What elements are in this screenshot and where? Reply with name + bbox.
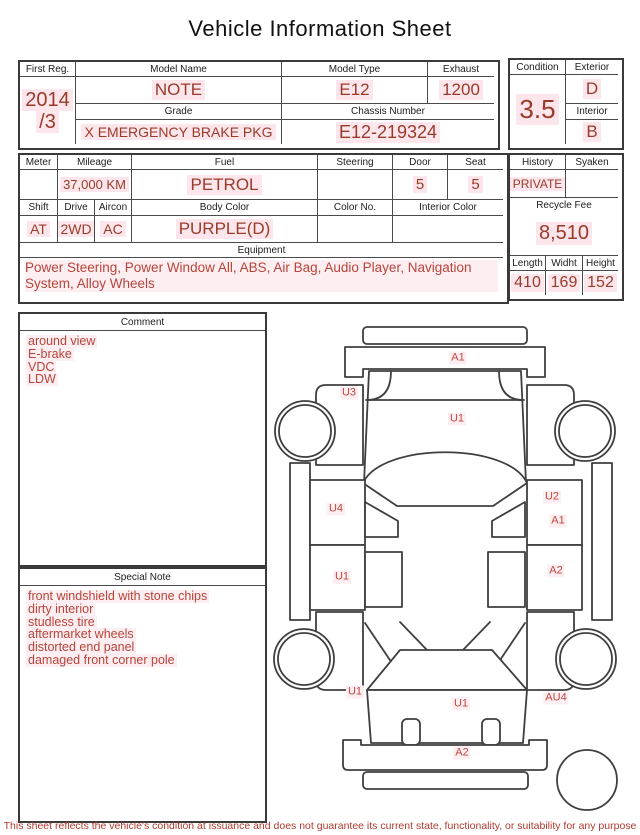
comment-header: Comment xyxy=(20,314,265,331)
model-type-value: E12 xyxy=(282,77,428,104)
first-reg-month: /3 xyxy=(36,111,59,133)
damage-code-label: U1 xyxy=(334,570,350,583)
interior-value: B xyxy=(566,120,618,144)
aircon-header: Aircon xyxy=(95,200,132,216)
length-header: Length xyxy=(510,256,546,271)
condition-value: 3.5 xyxy=(510,75,566,144)
syaken-value xyxy=(566,170,618,198)
exhaust-header: Exhaust xyxy=(428,62,494,77)
special-note-header: Special Note xyxy=(20,569,265,586)
damage-code-label: U4 xyxy=(328,502,344,515)
mileage-header: Mileage xyxy=(58,155,132,170)
syaken-header: Syaken xyxy=(566,155,618,170)
comment-items xyxy=(20,331,265,390)
exhaust-value: 1200 xyxy=(428,77,494,104)
damage-code-label: A1 xyxy=(551,514,565,527)
seat-header: Seat xyxy=(448,155,503,170)
body-color-value: PURPLE(D) xyxy=(132,216,318,243)
list-item: LDW xyxy=(28,372,56,387)
seat-value: 5 xyxy=(448,170,503,200)
page-title: Vehicle Information Sheet xyxy=(188,16,452,41)
door-value: 5 xyxy=(393,170,448,200)
list-item: dirty interior xyxy=(28,601,94,616)
left-b-pillar xyxy=(365,502,398,537)
rear-hatch-lower xyxy=(367,690,527,743)
height-value: 152 xyxy=(583,271,618,295)
mileage-value: 37,000 KM xyxy=(58,170,132,200)
aircon-value: AC xyxy=(95,216,132,243)
recycle-fee-header: Recycle Fee xyxy=(536,199,592,211)
chassis-number-value: E12-219324 xyxy=(282,120,494,144)
interior-color-value xyxy=(393,216,503,243)
shift-value: AT xyxy=(20,216,58,243)
damage-code-label: U1 xyxy=(347,685,363,698)
interior-color-header: Interior Color xyxy=(393,200,503,216)
spare-tire xyxy=(557,750,617,810)
fuel-header: Fuel xyxy=(132,155,318,170)
grade-value: X EMERGENCY BRAKE PKG xyxy=(76,120,282,144)
equipment-value: Power Steering, Power Window All, ABS, Air Bag, Audio Player, Navigation System, Alloy Wheels xyxy=(20,258,503,298)
disclaimer-text: This sheet reflects the vehicle's condition at issuance and does not guarantee its current state, functionality, or suitability for any purpose xyxy=(3,820,637,832)
interior-header: Interior xyxy=(566,104,618,120)
left-inner-panel xyxy=(365,552,402,607)
damage-code-label: A1 xyxy=(451,351,465,364)
exterior-header: Exterior xyxy=(566,60,618,75)
special-note-items xyxy=(20,586,265,671)
damage-code-label: A2 xyxy=(455,746,469,759)
steering-header: Steering xyxy=(318,155,393,170)
model-type-header: Model Type xyxy=(282,62,428,77)
list-item: studless tire xyxy=(28,614,95,629)
recycle-fee-value: 8,510 xyxy=(510,212,618,256)
drive-value: 2WD xyxy=(58,216,95,243)
list-item: E-brake xyxy=(28,346,72,361)
list-item: front windshield with stone chips xyxy=(28,589,208,603)
right-rocker-rail xyxy=(592,463,612,620)
width-value: 169 xyxy=(546,271,583,295)
rear-lower-strip xyxy=(363,772,528,789)
exterior-value: D xyxy=(566,75,618,104)
table-details xyxy=(18,153,509,304)
width-header: Widht xyxy=(546,256,583,271)
grade-header: Grade xyxy=(76,104,282,120)
right-b-pillar xyxy=(492,502,525,537)
damage-code-label: AU4 xyxy=(545,691,567,704)
shift-header: Shift xyxy=(20,200,58,216)
door-header: Door xyxy=(393,155,448,170)
panel-condition xyxy=(508,58,624,150)
front-right-wheel-inner xyxy=(559,405,611,457)
rear-right-door xyxy=(527,545,582,610)
list-item: around view xyxy=(28,334,96,348)
damage-code-label: U3 xyxy=(341,386,357,399)
equipment-header: Equipment xyxy=(20,243,503,258)
table-registration xyxy=(18,60,500,150)
left-rocker-rail xyxy=(290,463,310,620)
fuel-value: PETROL xyxy=(132,170,318,200)
panel-history xyxy=(508,153,624,301)
car-top-view-drawing xyxy=(270,315,640,815)
damage-code-label: U2 xyxy=(544,490,560,503)
list-item: aftermarket wheels xyxy=(28,627,134,642)
history-value: PRIVATE xyxy=(510,170,566,198)
damage-code-label: A2 xyxy=(549,564,563,577)
list-item: damaged front corner pole xyxy=(28,652,175,667)
rear-right-wheel-inner xyxy=(560,633,612,685)
front-grille-strip xyxy=(363,327,527,344)
front-left-wheel-inner xyxy=(279,405,331,457)
damage-code-label: U1 xyxy=(453,697,469,710)
comment-box xyxy=(18,312,267,567)
condition-header: Condition xyxy=(510,60,566,75)
damage-code-label: U1 xyxy=(449,412,465,425)
first-reg-value xyxy=(20,77,76,144)
first-reg-year: 2014 xyxy=(22,89,73,111)
list-item: distorted end panel xyxy=(28,640,135,655)
meter-value xyxy=(20,170,58,200)
meter-header: Meter xyxy=(20,155,58,170)
right-inner-panel xyxy=(488,552,525,607)
chassis-number-header: Chassis Number xyxy=(282,104,494,120)
height-header: Height xyxy=(583,256,618,271)
first-reg-header: First Reg. xyxy=(20,62,76,77)
special-note-box xyxy=(18,567,267,823)
length-value: 410 xyxy=(510,271,546,295)
rear-hatch-tab-left xyxy=(402,719,420,745)
model-name-value: NOTE xyxy=(76,77,282,104)
color-no-value xyxy=(318,216,393,243)
rear-hatch-tab-right xyxy=(482,719,500,745)
rear-bumper xyxy=(343,740,547,770)
rear-left-wheel-inner xyxy=(278,633,330,685)
body-color-header: Body Color xyxy=(132,200,318,216)
car-damage-diagram xyxy=(270,315,640,815)
list-item: VDC xyxy=(28,359,55,374)
history-header: History xyxy=(510,155,566,170)
drive-header: Drive xyxy=(58,200,95,216)
color-no-header: Color No. xyxy=(318,200,393,216)
steering-value xyxy=(318,170,393,200)
model-name-header: Model Name xyxy=(76,62,282,77)
